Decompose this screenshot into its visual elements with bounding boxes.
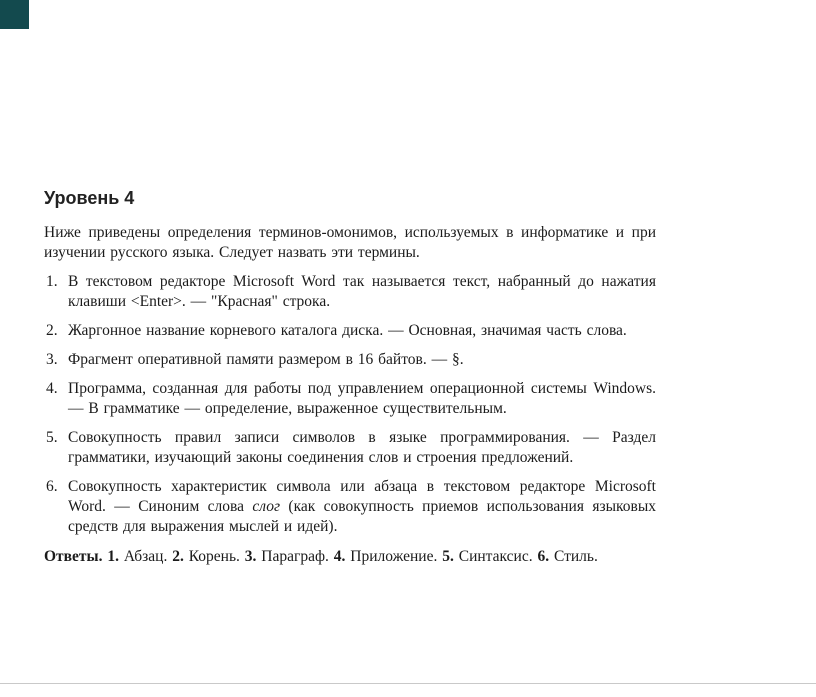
item-text: В текстовом редакторе Microsoft Word так называется текст, набранный до нажатия клавиши <Enter>. — "Красная" строка.	[68, 273, 656, 310]
item-number: 2.	[46, 322, 58, 339]
answer-number: 4.	[333, 548, 346, 565]
list-item	[44, 321, 656, 341]
item-text: Программа, созданная для работы под управлением операционной системы Windows. — В грамматике — определение, выраженное существительным.	[68, 380, 656, 417]
list-item	[44, 428, 656, 468]
answer-word: Приложение.	[350, 548, 438, 565]
list-item	[44, 379, 656, 419]
item-number: 1.	[46, 273, 58, 290]
intro-paragraph: Ниже приведены определения терминов-омонимов, используемых в информатике и при изучении русского языка. Следует назвать эти термины.	[44, 224, 656, 261]
answer-number: 3.	[244, 548, 257, 565]
item-number: 3.	[46, 351, 58, 368]
item-number: 4.	[46, 380, 58, 397]
item-italic-word: слог	[252, 498, 281, 515]
corner-decoration	[0, 0, 29, 29]
answer-word: Синтаксис.	[458, 548, 533, 565]
document-content	[44, 188, 656, 567]
answers-paragraph	[44, 547, 656, 567]
answer-number: 5.	[442, 548, 454, 565]
item-text: Фрагмент оперативной памяти размером в 16 байтов. — §.	[68, 351, 464, 368]
answer-word: Параграф.	[261, 548, 329, 565]
list-item	[44, 477, 656, 537]
answer-word: Стиль.	[553, 548, 598, 565]
item-text-part: (как совокупность приемов использования языковых средств для выражения мыслей и идей).	[68, 498, 656, 535]
answer-number: 6.	[537, 548, 550, 565]
page-title: Уровень 4	[44, 188, 135, 208]
item-number: 6.	[46, 478, 58, 495]
answer-word: Корень.	[188, 548, 240, 565]
list-item	[44, 350, 656, 370]
definitions-list	[44, 272, 656, 537]
item-text-part: Совокупность характеристик символа или абзаца в текстовом редакторе Microsoft Word. — Синоним слова	[68, 478, 656, 515]
item-text	[68, 478, 656, 535]
item-number: 5.	[46, 429, 58, 446]
item-text: Совокупность правил записи символов в языке программирования. — Раздел грамматики, изучающий законы соединения слов и строения предложений.	[68, 429, 656, 466]
answer-number: 2.	[172, 548, 184, 565]
answers-label: Ответы.	[44, 548, 103, 565]
list-item	[44, 272, 656, 312]
answer-number: 1.	[107, 548, 120, 565]
bottom-divider	[0, 683, 816, 684]
answer-word: Абзац.	[123, 548, 168, 565]
item-text: Жаргонное название корневого каталога диска. — Основная, значимая часть слова.	[68, 322, 627, 339]
